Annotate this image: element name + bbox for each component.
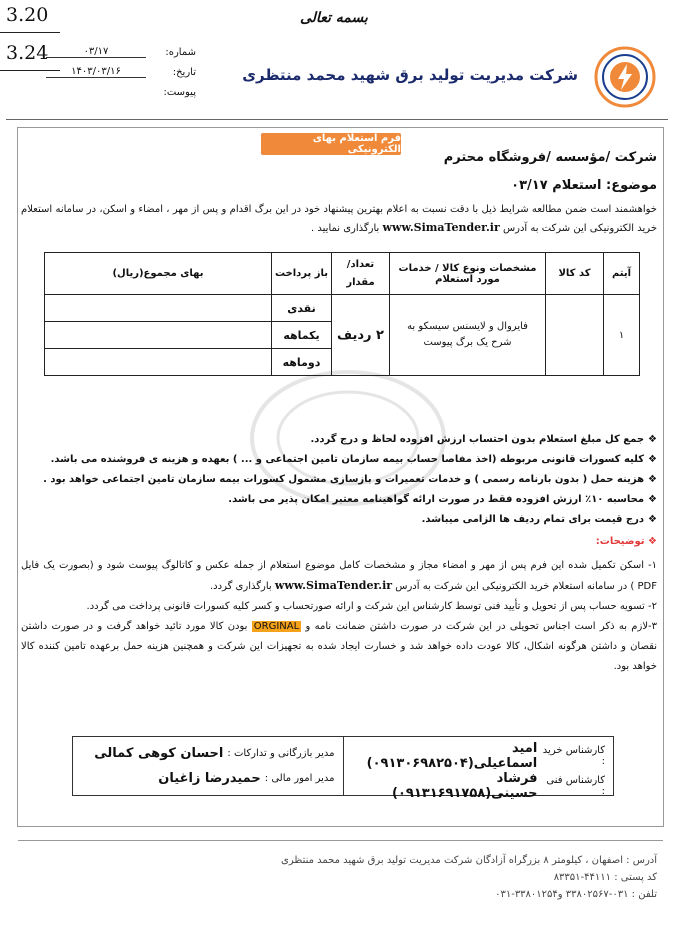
- pay-option-two-month: دوماهه: [272, 349, 332, 376]
- header-code: کد کالا: [546, 253, 604, 295]
- finance-row: [81, 771, 335, 786]
- cell-code: [546, 295, 604, 376]
- cell-qty: ۲ ردیف: [332, 295, 390, 376]
- pay-option-cash: نقدی: [272, 295, 332, 322]
- explanation-url-link[interactable]: www.SimaTender.ir: [274, 579, 393, 592]
- commerce-name: احسان کوهی کمالی: [94, 746, 224, 761]
- explanation-3-end: بودن کالا مورد تائید خواهد گرفت و در صورت داشتن نقصان و داشتن هرگونه اشکال، کالا عودت داده خواهد شد و خسارت ایجاد شده به تجهیزات این شرکت و همچنین هزینه حمل برعهده تامین کننده کالا خواهد بود.: [21, 621, 657, 672]
- list-item: ❖هزینه حمل ( بدون بارنامه رسمی ) و خدمات تعمیرات و بازسازی مشمول کسورات بیمه سازمان تامین اجتماعی خواهد بود .: [43, 474, 657, 485]
- corner-divider: [0, 32, 60, 33]
- header-qty: تعداد/ مقدار: [332, 253, 390, 295]
- greeting: شرکت /مؤسسه /فروشگاه محترم: [443, 150, 657, 165]
- footer-phone: تلفن : ۰۳۱-۳۳۸۰۲۵۶۷ و۳۳۸۰۱۲۵۴-۰۳۱: [495, 889, 657, 900]
- commerce-row: [81, 746, 335, 761]
- contacts-box: [72, 736, 614, 801]
- tech-row: [352, 771, 606, 801]
- finance-name: حمیدرضا زاغیان: [158, 771, 261, 786]
- note-text: هزینه حمل ( بدون بارنامه رسمی ) و خدمات تعمیرات و بازسازی مشمول کسورات بیمه سازمان تامین اجتماعی خواهد بود .: [43, 474, 645, 485]
- contacts-staff: [343, 737, 614, 801]
- footer: [281, 852, 657, 903]
- attach-label: پیوست:: [163, 86, 196, 98]
- explanation-3-text: ۳-لازم به ذکر است اجناس تحویلی در این شرکت در صورت داشتن ضمانت نامه و: [305, 621, 658, 632]
- header-price: بهای مجموع(ریال): [45, 253, 272, 295]
- letter-header: [6, 38, 668, 120]
- header-pay: باز پرداخت: [272, 253, 332, 295]
- buyer-name: امید اسماعیلی(۰۹۱۳۰۶۹۸۲۵۰۴): [366, 741, 538, 771]
- number-row: [46, 42, 196, 62]
- date-value: ۱۴۰۳/۰۳/۱۶: [46, 66, 146, 78]
- explanation-1: [21, 556, 657, 597]
- pay-option-one-month: یکماهه: [272, 322, 332, 349]
- intro-url-link[interactable]: www.SimaTender.ir: [382, 221, 500, 234]
- footer-postal: کد پستی : ۴۴۱۱۱-۸۳۳۵۱: [553, 872, 657, 883]
- price-cell-cash[interactable]: [45, 295, 272, 322]
- number-value: ۰۳/۱۷: [46, 46, 146, 58]
- explanation-3: [21, 617, 657, 677]
- header-rule: [6, 119, 668, 120]
- date-label: تاریخ:: [172, 66, 196, 78]
- intro-end: بارگذاری نمایید .: [311, 223, 380, 234]
- explanations-title-text: توضیحات:: [595, 536, 645, 547]
- number-label: شماره:: [165, 46, 196, 58]
- tech-label: کارشناس فنی :: [546, 775, 605, 797]
- intro-text: خواهشمند است ضمن مطالعه شرایط ذیل با دقت نسبت به اعلام بهترین پیشنهاد خود در این برگ اقدام و پس از مهر ، امضاء و اسکن، در سامانه استعلام خرید الکترونیکی این شرکت به آدرس: [21, 204, 657, 234]
- commerce-label: مدیر بازرگانی و تدارکات :: [227, 748, 335, 759]
- buyer-label: کارشناس خرید :: [542, 745, 605, 767]
- cell-spec: فایروال و لایسنس سیسکو به شرح یک برگ پیوست: [390, 295, 546, 376]
- company-name: شرکت مدیریت تولید برق شهید محمد منتظری: [242, 66, 578, 84]
- corner-number-bottom: 3.24: [6, 42, 49, 64]
- header-item: آیتم: [604, 253, 640, 295]
- explanation-1-text: ۱- اسکن تکمیل شده این فرم پس از مهر و امضاء مجاز و مشخصات کامل موضوع استعلام از جمله عکس و کاتالوگ پیوست شود و (بصورت یک فایل PDF ) در سامانه استعلام خرید الکترونیکی این شرکت به آدرس: [21, 560, 657, 592]
- note-text: جمع کل مبلغ استعلام بدون احتساب ارزش افزوده لحاظ و درج گردد.: [310, 434, 645, 445]
- date-row: [46, 62, 196, 82]
- price-cell-two-month[interactable]: [45, 349, 272, 376]
- form-frame: [17, 127, 664, 900]
- explanations: [21, 556, 657, 677]
- letter-meta: [46, 42, 196, 102]
- footer-address: آدرس : اصفهان ، کیلومتر ۸ بزرگراه آزادگان شرکت مدیریت تولید برق شهید محمد منتظری: [281, 855, 657, 866]
- finance-label: مدیر امور مالی :: [264, 773, 335, 784]
- table-row: [45, 295, 640, 322]
- note-text: درج قیمت برای تمام ردیف ها الزامی میباشد.: [421, 514, 645, 525]
- list-item: ❖درج قیمت برای تمام ردیف ها الزامی میباشد.: [421, 514, 657, 525]
- notes-list: [27, 430, 657, 530]
- buyer-row: [352, 741, 606, 771]
- table-header-row: [45, 253, 640, 295]
- items-table: [44, 252, 640, 376]
- list-item: ❖محاسبه ۱۰٪ ارزش افزوده فقط در صورت ارائه گواهینامه معتبر امکان پذیر می باشد.: [228, 494, 657, 505]
- explanations-title: ❖ توضیحات:: [595, 536, 657, 547]
- note-text: کلیه کسورات قانونی مربوطه (اخذ مفاصا حساب بیمه سازمان تامین اجتماعی و ... ) بعهده و هزینه ی فروشنده می باشد.: [50, 454, 645, 465]
- intro-paragraph: [21, 201, 657, 238]
- tech-name: فرشاد حسینی(۰۹۱۳۱۶۹۱۷۵۸): [392, 771, 538, 801]
- subject: موضوع: استعلام ۰۳/۱۷: [511, 178, 657, 193]
- contacts-managers: [73, 737, 343, 795]
- footer-rule: [18, 840, 663, 841]
- corner-number-top: 3.20: [6, 4, 49, 26]
- header-spec: مشخصات ونوع کالا / خدمات مورد استعلام: [390, 253, 546, 295]
- cell-item: ۱: [604, 295, 640, 376]
- explanation-1-end: بارگذاری گردد.: [210, 581, 272, 592]
- list-item: ❖جمع کل مبلغ استعلام بدون احتساب ارزش افزوده لحاظ و درج گردد.: [310, 434, 657, 445]
- note-text: محاسبه ۱۰٪ ارزش افزوده فقط در صورت ارائه گواهینامه معتبر امکان پذیر می باشد.: [228, 494, 645, 505]
- list-item: ❖کلیه کسورات قانونی مربوطه (اخذ مفاصا حساب بیمه سازمان تامین اجتماعی و ... ) بعهده و هزینه ی فروشنده می باشد.: [50, 454, 657, 465]
- basmala: بسمه تعالی: [300, 10, 368, 26]
- attach-row: [46, 82, 196, 102]
- explanation-2: ۲- تسویه حساب پس از تحویل و تأیید فنی توسط کارشناس این شرکت و ارائه صورتحساب و کسر کلیه کسورات قانونی پرداخت می گردد.: [86, 601, 657, 612]
- company-logo-icon: [594, 46, 656, 108]
- form-banner: فرم استعلام بهای الکترونیکی: [261, 133, 401, 155]
- original-highlight: ORGINAL: [253, 621, 300, 632]
- price-cell-one-month[interactable]: [45, 322, 272, 349]
